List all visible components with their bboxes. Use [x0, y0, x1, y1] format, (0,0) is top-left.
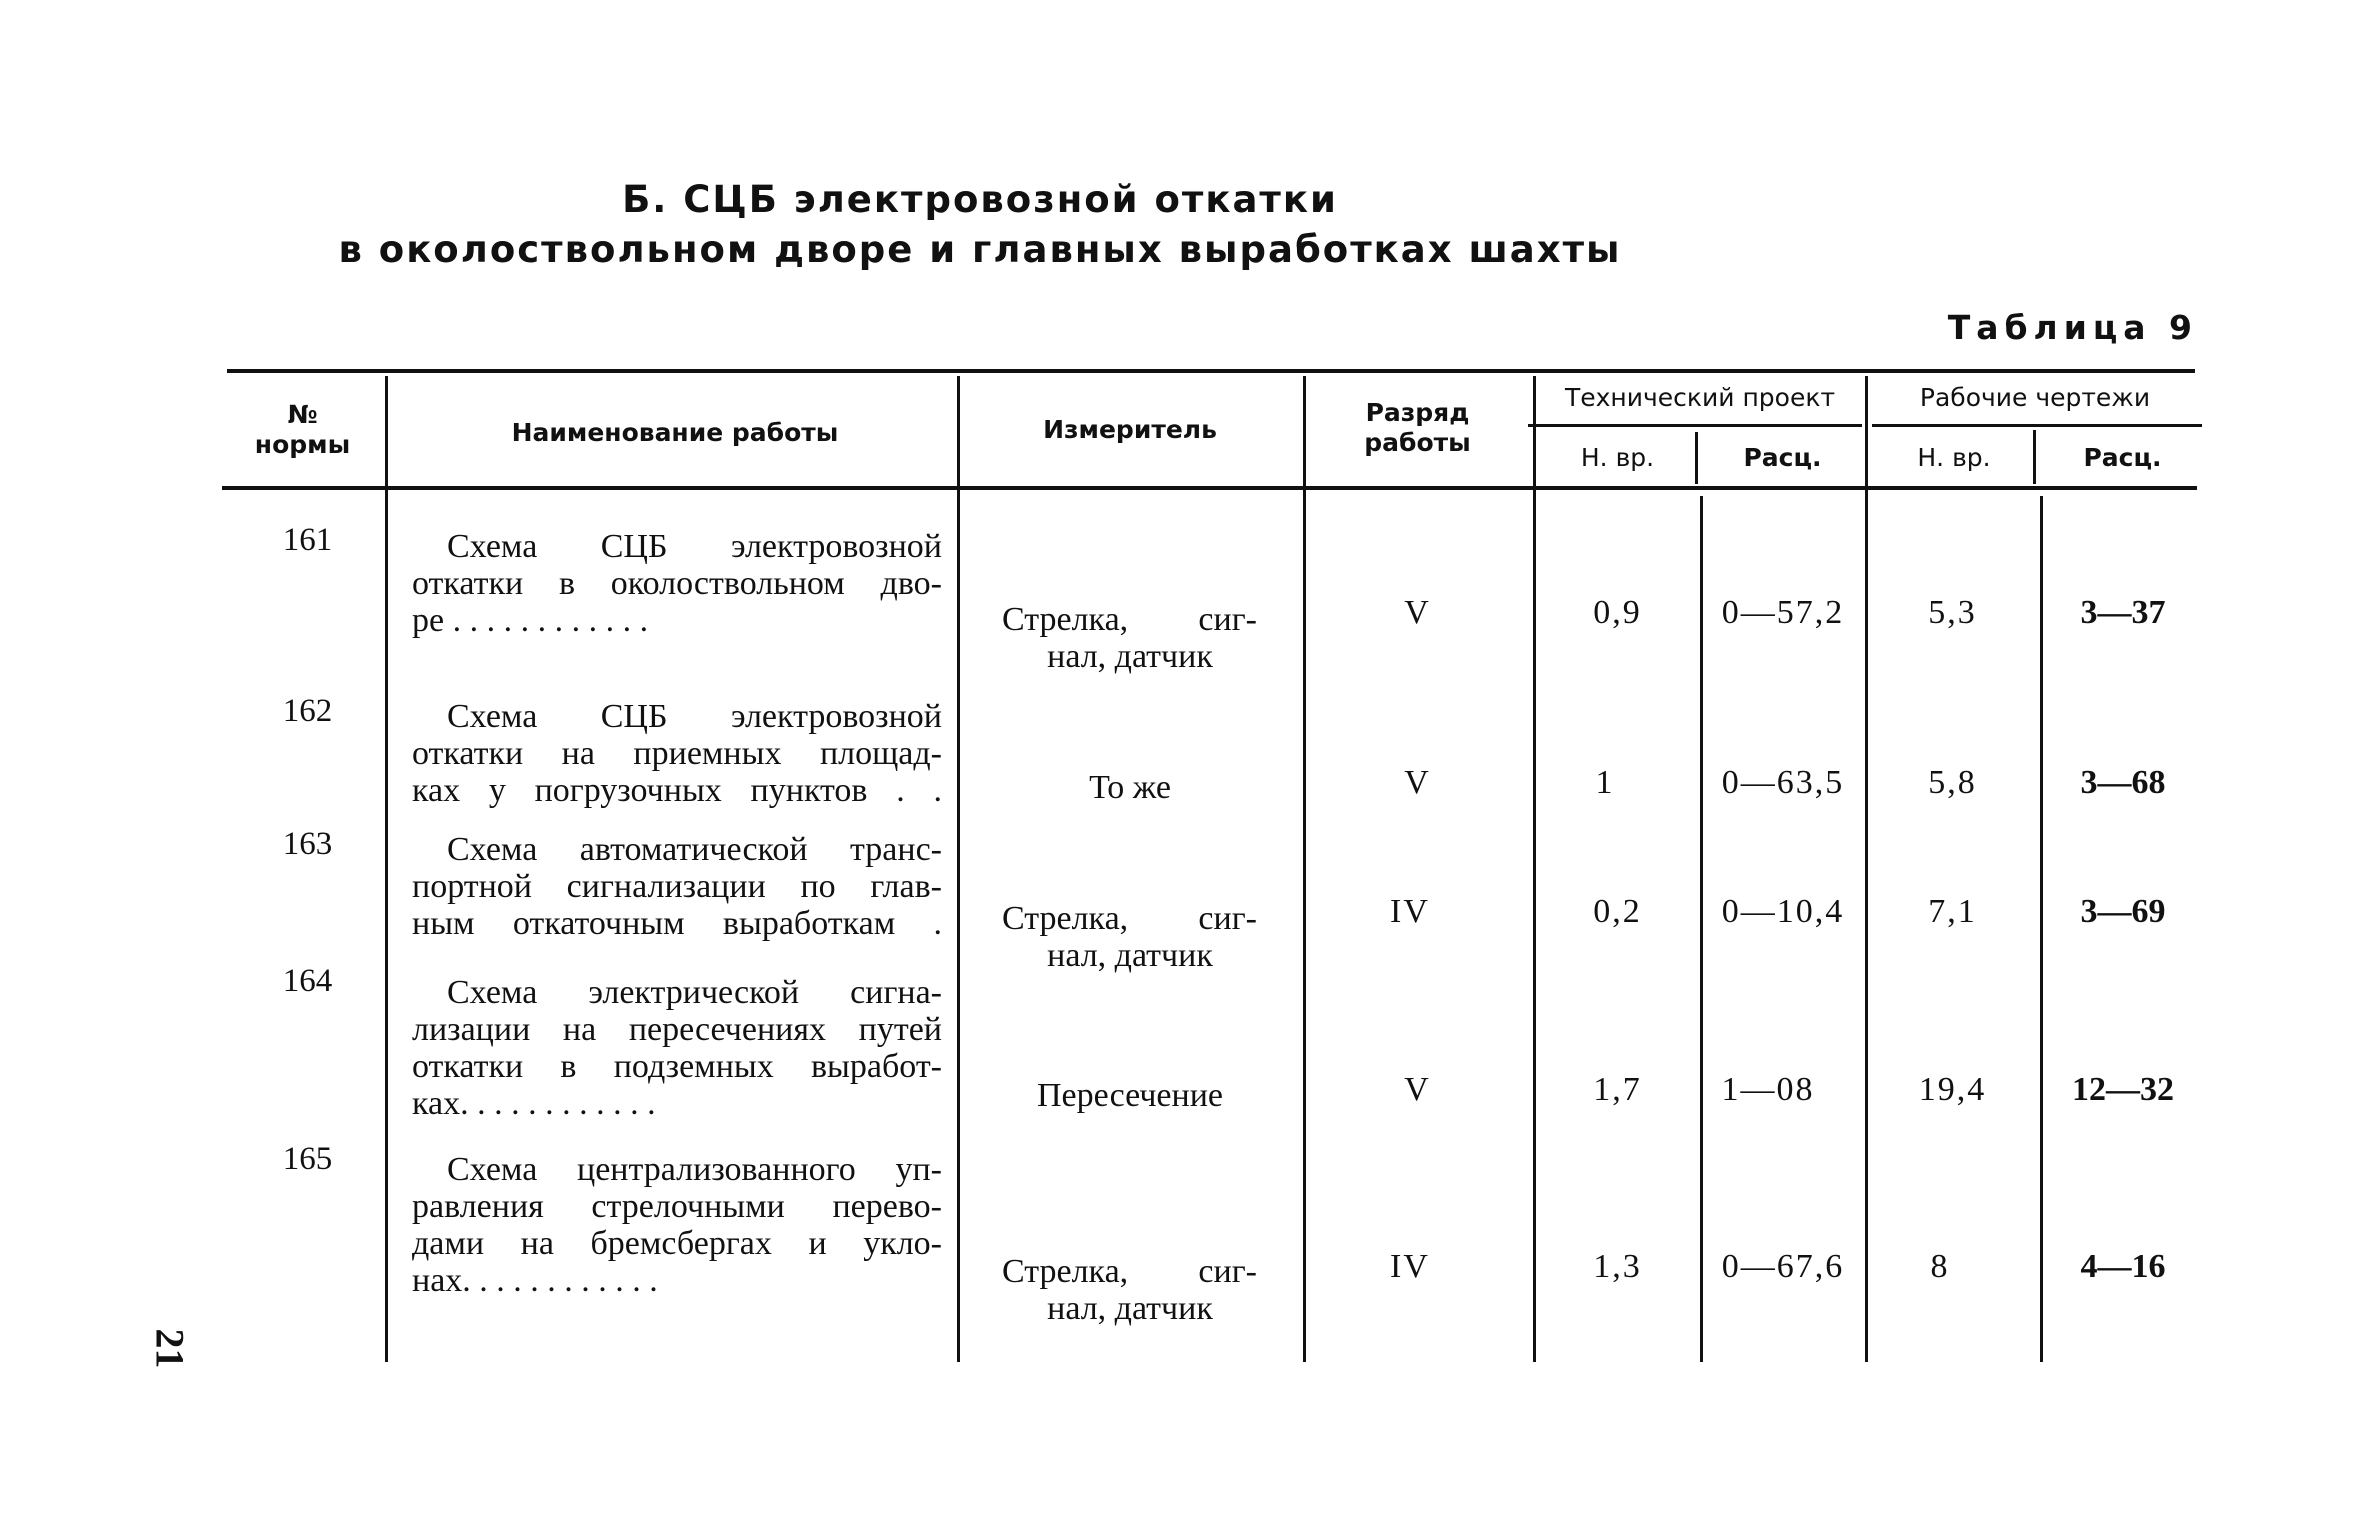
- work-description: Схема электрической сигна- лизации на пересечениях путей откатки в подземных выработ- ках. . . . . . . . . . . .: [412, 974, 942, 1122]
- tp-rate-cell: 0—10,4: [1721, 893, 1845, 930]
- header-bottom-rule: [222, 486, 2197, 490]
- wd-time-cell: 19,4: [1918, 1071, 1987, 1108]
- tp-time-cell: 0,9: [1593, 594, 1642, 631]
- unit-of-measure: Стрелка, сиг- нал, датчик: [1002, 601, 1257, 675]
- header-working-drawings: Рабочие чертежи: [1919, 383, 2151, 412]
- wd-time-cell: 8: [1930, 1248, 1950, 1285]
- row-number: 164: [282, 963, 333, 999]
- wd-rate-cell: 3—69: [2080, 893, 2166, 930]
- wd-rate-cell: 3—68: [2080, 764, 2166, 801]
- working-drawings-subrule: [1872, 424, 2202, 427]
- row-number: 161: [282, 522, 333, 558]
- tp-time-cell: 1: [1595, 764, 1615, 801]
- work-description: Схема СЦБ электровозной откатки в околоствольном дво- ре . . . . . . . . . . . .: [412, 528, 942, 639]
- header-norm-no: № нормы: [254, 400, 351, 459]
- column-rule: [2033, 430, 2036, 484]
- unit-of-measure: Стрелка, сиг- нал, датчик: [1002, 1253, 1257, 1327]
- work-description: Схема автоматической транс- портной сигнализации по глав- ным откаточным выработкам .: [412, 831, 942, 942]
- header-wd-rate: Расц.: [2083, 443, 2162, 472]
- column-rule: [1695, 432, 1698, 484]
- tp-rate-cell: 0—67,6: [1721, 1248, 1845, 1285]
- grade-cell: IV: [1390, 1248, 1430, 1285]
- grade-cell: IV: [1390, 893, 1430, 930]
- header-tp-rate: Расц.: [1743, 443, 1822, 472]
- work-description: Схема СЦБ электровозной откатки на приемных площад- ках у погрузочных пунктов . .: [412, 698, 942, 809]
- tech-project-subrule: [1528, 424, 1862, 427]
- wd-time-cell: 7,1: [1928, 893, 1977, 930]
- unit-of-measure: То же: [1089, 769, 1171, 806]
- tp-time-cell: 1,7: [1593, 1071, 1642, 1108]
- header-grade: Разряд работы: [1364, 398, 1471, 457]
- tp-rate-cell: 0—57,2: [1721, 594, 1845, 631]
- table-top-rule: [227, 369, 2195, 373]
- column-rule: [1533, 376, 1536, 1362]
- header-work-name: Наименование работы: [511, 418, 839, 447]
- header-tp-time: Н. вр.: [1580, 443, 1655, 472]
- grade-cell: V: [1404, 1071, 1431, 1108]
- section-title-line1: Б. СЦБ электровозной откатки: [622, 178, 1338, 221]
- column-rule: [957, 376, 960, 1362]
- grade-cell: V: [1404, 594, 1431, 631]
- page-number: 21: [147, 1328, 193, 1369]
- header-wd-time: Н. вр.: [1917, 443, 1991, 472]
- wd-rate-cell: 4—16: [2080, 1248, 2166, 1285]
- column-rule: [1865, 376, 1868, 1362]
- tp-rate-cell: 0—63,5: [1721, 764, 1845, 801]
- wd-time-cell: 5,8: [1928, 764, 1977, 801]
- row-number: 165: [282, 1141, 333, 1177]
- work-description: Схема централизованного уп- равления стрелочными перево- дами на бремсбергах и укло- нах. . . . . . . . . . . .: [412, 1151, 942, 1299]
- tp-time-cell: 0,2: [1593, 893, 1642, 930]
- row-number: 163: [282, 826, 333, 862]
- unit-of-measure: Стрелка, сиг- нал, датчик: [1002, 900, 1257, 974]
- tp-time-cell: 1,3: [1593, 1248, 1642, 1285]
- row-number: 162: [282, 693, 333, 729]
- wd-time-cell: 5,3: [1928, 594, 1977, 631]
- wd-rate-cell: 12—32: [2072, 1071, 2174, 1108]
- section-title-line2: в околоствольном дворе и главных выработках шахты: [338, 228, 1622, 271]
- header-tech-project: Технический проект: [1564, 383, 1836, 412]
- table-label: Таблица 9: [1947, 308, 2198, 347]
- column-rule: [1303, 376, 1306, 1362]
- column-rule: [385, 376, 388, 1362]
- header-unit: Измеритель: [1043, 415, 1217, 444]
- wd-rate-cell: 3—37: [2080, 594, 2166, 631]
- unit-of-measure: Пересечение: [1036, 1077, 1223, 1114]
- grade-cell: V: [1404, 764, 1431, 801]
- tp-rate-cell: 1—08: [1721, 1071, 1815, 1108]
